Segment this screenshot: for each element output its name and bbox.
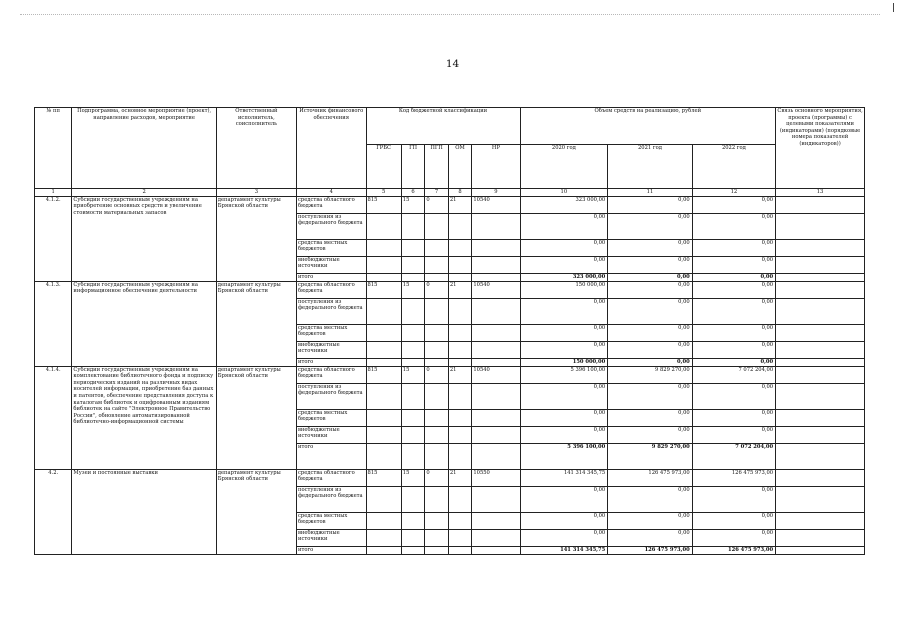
header-grbs: ГРБС xyxy=(366,145,401,189)
amount-2020: 0,00 xyxy=(520,512,608,529)
funding-source: внебюджетные источники xyxy=(297,256,367,273)
code-empty xyxy=(472,256,520,273)
amount-2020: 0,00 xyxy=(520,256,608,273)
code-empty xyxy=(401,383,425,409)
amount-2022: 0,00 xyxy=(692,298,775,324)
funding-source: итого xyxy=(297,546,367,554)
amount-2022: 0,00 xyxy=(692,426,775,443)
header-om: ОМ xyxy=(448,145,472,189)
funding-source: поступления из федерального бюджета xyxy=(297,486,367,512)
code-empty xyxy=(366,546,401,554)
code-empty xyxy=(401,426,425,443)
code-empty xyxy=(366,529,401,546)
code-empty xyxy=(401,546,425,554)
code-empty xyxy=(401,324,425,341)
funding-source: средства местных бюджетов xyxy=(297,512,367,529)
code-om: 21 xyxy=(448,196,472,213)
code-empty xyxy=(425,486,449,512)
scan-edge-mark xyxy=(893,3,894,12)
code-nr: 10540 xyxy=(472,281,520,298)
budget-table xyxy=(34,107,865,555)
code-empty xyxy=(472,546,520,554)
code-empty xyxy=(448,529,472,546)
code-om: 21 xyxy=(448,469,472,486)
amount-2020: 5 396 100,00 xyxy=(520,443,608,469)
code-empty xyxy=(448,324,472,341)
code-empty xyxy=(472,239,520,256)
code-grbs: 815 xyxy=(366,366,401,383)
indicator-link xyxy=(776,443,865,469)
indicator-link xyxy=(776,196,865,213)
code-empty xyxy=(425,256,449,273)
code-empty xyxy=(448,341,472,358)
header-subprogram: Подпрограмма, основное мероприятие (проект), направление расходов, мероприятие xyxy=(72,108,216,189)
code-empty xyxy=(425,341,449,358)
indicator-link xyxy=(776,213,865,239)
code-empty xyxy=(401,512,425,529)
indicator-link xyxy=(776,281,865,298)
code-empty xyxy=(366,383,401,409)
code-empty xyxy=(366,239,401,256)
code-pgp: 0 xyxy=(425,281,449,298)
code-empty xyxy=(425,443,449,469)
code-gp: 15 xyxy=(401,196,425,213)
funding-source: средства областного бюджета xyxy=(297,469,367,486)
header-responsible: Ответственный исполнитель, соисполнитель xyxy=(216,108,296,189)
code-empty xyxy=(425,324,449,341)
amount-2022: 7 072 204,00 xyxy=(692,366,775,383)
table-row xyxy=(35,281,865,298)
column-number: 2 xyxy=(72,189,216,197)
amount-2021: 0,00 xyxy=(608,239,692,256)
header-year-2022: 2022 год xyxy=(692,145,775,189)
code-empty xyxy=(401,341,425,358)
code-empty xyxy=(448,512,472,529)
amount-2021: 0,00 xyxy=(608,341,692,358)
code-empty xyxy=(448,486,472,512)
header-source: Источник финансового обеспечения xyxy=(297,108,367,189)
funding-source: поступления из федерального бюджета xyxy=(297,298,367,324)
funding-source: средства областного бюджета xyxy=(297,366,367,383)
amount-2021: 9 829 270,00 xyxy=(608,366,692,383)
funding-source: средства местных бюджетов xyxy=(297,239,367,256)
amount-2021: 0,00 xyxy=(608,196,692,213)
column-number: 12 xyxy=(692,189,775,197)
amount-2021: 0,00 xyxy=(608,281,692,298)
code-empty xyxy=(366,256,401,273)
page-number: 14 xyxy=(445,58,460,70)
amount-2022: 0,00 xyxy=(692,324,775,341)
header-num: № пп xyxy=(35,108,72,189)
code-empty xyxy=(472,383,520,409)
code-empty xyxy=(425,239,449,256)
code-empty xyxy=(472,298,520,324)
code-nr: 10540 xyxy=(472,196,520,213)
code-empty xyxy=(366,341,401,358)
indicator-link xyxy=(776,366,865,383)
code-empty xyxy=(472,486,520,512)
code-empty xyxy=(425,358,449,366)
code-grbs: 815 xyxy=(366,281,401,298)
measure-name: Субсидии государственным учреждениям на приобретение основных средств и увеличение стоимости материальных запасов xyxy=(72,196,216,281)
amount-2022: 0,00 xyxy=(692,273,775,281)
indicator-link xyxy=(776,469,865,486)
code-grbs: 815 xyxy=(366,196,401,213)
code-empty xyxy=(401,256,425,273)
code-pgp: 0 xyxy=(425,469,449,486)
funding-source: внебюджетные источники xyxy=(297,341,367,358)
code-empty xyxy=(366,324,401,341)
amount-2020: 150 000,00 xyxy=(520,281,608,298)
code-empty xyxy=(401,443,425,469)
funding-source: поступления из федерального бюджета xyxy=(297,383,367,409)
indicator-link xyxy=(776,529,865,546)
indicator-link xyxy=(776,298,865,324)
measure-name: Музеи и постоянные выставки xyxy=(72,469,216,554)
code-gp: 15 xyxy=(401,281,425,298)
responsible-executor: департамент культуры Брянской области xyxy=(216,196,296,281)
code-grbs: 815 xyxy=(366,469,401,486)
amount-2022: 126 475 973,00 xyxy=(692,546,775,554)
header-nr: НР xyxy=(472,145,520,189)
column-number: 7 xyxy=(425,189,449,197)
column-number: 13 xyxy=(776,189,865,197)
code-empty xyxy=(472,426,520,443)
column-number: 8 xyxy=(448,189,472,197)
amount-2020: 323 000,00 xyxy=(520,196,608,213)
row-number: 4.1.3. xyxy=(35,281,72,366)
column-number: 11 xyxy=(608,189,692,197)
amount-2022: 0,00 xyxy=(692,239,775,256)
code-empty xyxy=(401,273,425,281)
amount-2021: 0,00 xyxy=(608,324,692,341)
code-empty xyxy=(448,383,472,409)
code-empty xyxy=(448,213,472,239)
code-empty xyxy=(366,426,401,443)
amount-2021: 0,00 xyxy=(608,426,692,443)
amount-2020: 0,00 xyxy=(520,486,608,512)
code-empty xyxy=(366,358,401,366)
code-empty xyxy=(425,546,449,554)
indicator-link xyxy=(776,409,865,426)
table-row xyxy=(35,469,865,486)
code-empty xyxy=(401,529,425,546)
code-empty xyxy=(366,512,401,529)
indicator-link xyxy=(776,358,865,366)
amount-2020: 323 000,00 xyxy=(520,273,608,281)
funding-source: внебюджетные источники xyxy=(297,426,367,443)
amount-2021: 0,00 xyxy=(608,358,692,366)
amount-2021: 0,00 xyxy=(608,512,692,529)
column-number: 9 xyxy=(472,189,520,197)
row-number: 4.1.2. xyxy=(35,196,72,281)
row-number: 4.2. xyxy=(35,469,72,554)
code-empty xyxy=(472,443,520,469)
code-empty xyxy=(448,298,472,324)
indicator-link xyxy=(776,383,865,409)
header-pgp: ПГП xyxy=(425,145,449,189)
amount-2021: 0,00 xyxy=(608,273,692,281)
code-empty xyxy=(366,443,401,469)
code-empty xyxy=(448,358,472,366)
code-empty xyxy=(472,358,520,366)
funding-source: поступления из федерального бюджета xyxy=(297,213,367,239)
column-number: 4 xyxy=(297,189,367,197)
code-empty xyxy=(425,529,449,546)
header-volume: Объем средств на реализацию, рублей xyxy=(520,108,776,145)
amount-2022: 0,00 xyxy=(692,383,775,409)
column-number-row xyxy=(35,189,865,197)
code-empty xyxy=(448,239,472,256)
code-empty xyxy=(472,273,520,281)
amount-2021: 0,00 xyxy=(608,409,692,426)
code-empty xyxy=(448,443,472,469)
funding-source: итого xyxy=(297,358,367,366)
code-empty xyxy=(425,512,449,529)
code-pgp: 0 xyxy=(425,196,449,213)
code-empty xyxy=(401,358,425,366)
amount-2020: 0,00 xyxy=(520,409,608,426)
amount-2020: 0,00 xyxy=(520,383,608,409)
table-row xyxy=(35,366,865,383)
code-om: 21 xyxy=(448,281,472,298)
amount-2021: 0,00 xyxy=(608,213,692,239)
amount-2021: 0,00 xyxy=(608,383,692,409)
code-empty xyxy=(448,409,472,426)
code-empty xyxy=(472,409,520,426)
column-number: 1 xyxy=(35,189,72,197)
indicator-link xyxy=(776,426,865,443)
funding-source: итого xyxy=(297,273,367,281)
code-empty xyxy=(401,409,425,426)
amount-2021: 126 475 973,00 xyxy=(608,469,692,486)
amount-2021: 0,00 xyxy=(608,529,692,546)
indicator-link xyxy=(776,324,865,341)
header-budget-code: Код бюджетной классификации xyxy=(366,108,520,145)
column-number: 3 xyxy=(216,189,296,197)
header-year-2021: 2021 год xyxy=(608,145,692,189)
code-empty xyxy=(425,409,449,426)
code-empty xyxy=(448,273,472,281)
funding-source: средства областного бюджета xyxy=(297,196,367,213)
code-empty xyxy=(448,546,472,554)
amount-2021: 9 829 270,00 xyxy=(608,443,692,469)
code-empty xyxy=(366,486,401,512)
column-number: 10 xyxy=(520,189,608,197)
indicator-link xyxy=(776,256,865,273)
code-nr: 10550 xyxy=(472,469,520,486)
indicator-link xyxy=(776,546,865,554)
code-empty xyxy=(425,213,449,239)
code-gp: 15 xyxy=(401,469,425,486)
amount-2022: 0,00 xyxy=(692,196,775,213)
code-empty xyxy=(425,383,449,409)
funding-source: средства местных бюджетов xyxy=(297,409,367,426)
indicator-link xyxy=(776,273,865,281)
code-empty xyxy=(401,298,425,324)
funding-source: внебюджетные источники xyxy=(297,529,367,546)
code-empty xyxy=(472,324,520,341)
header-year-2020: 2020 год xyxy=(520,145,608,189)
responsible-executor: департамент культуры Брянской области xyxy=(216,281,296,366)
indicator-link xyxy=(776,486,865,512)
amount-2022: 0,00 xyxy=(692,213,775,239)
column-number: 5 xyxy=(366,189,401,197)
indicator-link xyxy=(776,512,865,529)
indicator-link xyxy=(776,341,865,358)
header-link: Связь основного мероприятия, проекта (программы) с целевыми показателями (индикаторами) (порядковые номера показателей (индикаторов)) xyxy=(776,108,865,189)
amount-2022: 0,00 xyxy=(692,281,775,298)
amount-2020: 0,00 xyxy=(520,239,608,256)
code-empty xyxy=(366,213,401,239)
amount-2022: 0,00 xyxy=(692,529,775,546)
amount-2022: 0,00 xyxy=(692,358,775,366)
amount-2022: 0,00 xyxy=(692,341,775,358)
amount-2020: 0,00 xyxy=(520,529,608,546)
code-empty xyxy=(472,213,520,239)
amount-2021: 0,00 xyxy=(608,298,692,324)
amount-2022: 126 475 973,00 xyxy=(692,469,775,486)
code-empty xyxy=(366,273,401,281)
amount-2022: 7 072 204,00 xyxy=(692,443,775,469)
code-empty xyxy=(448,426,472,443)
amount-2022: 0,00 xyxy=(692,486,775,512)
measure-name: Субсидии государственным учреждениям на комплектование библиотечного фонда и подписку периодических изданий на различных видах носителей информации, приобретение баз данных и патентов, обеспечение представления доступа к каталогам библиотек и оцифрованным изданиям библиотек на сайте "Электронное Правительство России", обновление автоматизированной библиотечно-информационной системы xyxy=(72,366,216,469)
code-empty xyxy=(401,213,425,239)
code-empty xyxy=(425,426,449,443)
code-empty xyxy=(472,529,520,546)
code-nr: 10540 xyxy=(472,366,520,383)
amount-2020: 150 000,00 xyxy=(520,358,608,366)
amount-2022: 0,00 xyxy=(692,256,775,273)
funding-source: итого xyxy=(297,443,367,469)
amount-2020: 0,00 xyxy=(520,298,608,324)
amount-2020: 0,00 xyxy=(520,213,608,239)
amount-2020: 141 314 345,75 xyxy=(520,469,608,486)
code-empty xyxy=(472,512,520,529)
row-number: 4.1.4. xyxy=(35,366,72,469)
code-empty xyxy=(401,486,425,512)
amount-2020: 5 396 100,00 xyxy=(520,366,608,383)
code-om: 21 xyxy=(448,366,472,383)
amount-2022: 0,00 xyxy=(692,512,775,529)
amount-2021: 126 475 973,00 xyxy=(608,546,692,554)
code-empty xyxy=(401,239,425,256)
code-empty xyxy=(425,298,449,324)
measure-name: Субсидии государственным учреждениям на информационное обеспечение деятельности xyxy=(72,281,216,366)
code-empty xyxy=(425,273,449,281)
code-empty xyxy=(472,341,520,358)
funding-source: средства местных бюджетов xyxy=(297,324,367,341)
amount-2020: 0,00 xyxy=(520,324,608,341)
amount-2020: 141 314 345,75 xyxy=(520,546,608,554)
amount-2021: 0,00 xyxy=(608,486,692,512)
code-empty xyxy=(366,409,401,426)
funding-source: средства областного бюджета xyxy=(297,281,367,298)
responsible-executor: департамент культуры Брянской области xyxy=(216,469,296,554)
code-empty xyxy=(448,256,472,273)
scan-noise-line xyxy=(20,14,880,15)
amount-2021: 0,00 xyxy=(608,256,692,273)
header-gp: ГП xyxy=(401,145,425,189)
amount-2020: 0,00 xyxy=(520,426,608,443)
code-gp: 15 xyxy=(401,366,425,383)
amount-2022: 0,00 xyxy=(692,409,775,426)
amount-2020: 0,00 xyxy=(520,341,608,358)
table-row xyxy=(35,196,865,213)
code-pgp: 0 xyxy=(425,366,449,383)
responsible-executor: департамент культуры Брянской области xyxy=(216,366,296,469)
code-empty xyxy=(366,298,401,324)
column-number: 6 xyxy=(401,189,425,197)
indicator-link xyxy=(776,239,865,256)
